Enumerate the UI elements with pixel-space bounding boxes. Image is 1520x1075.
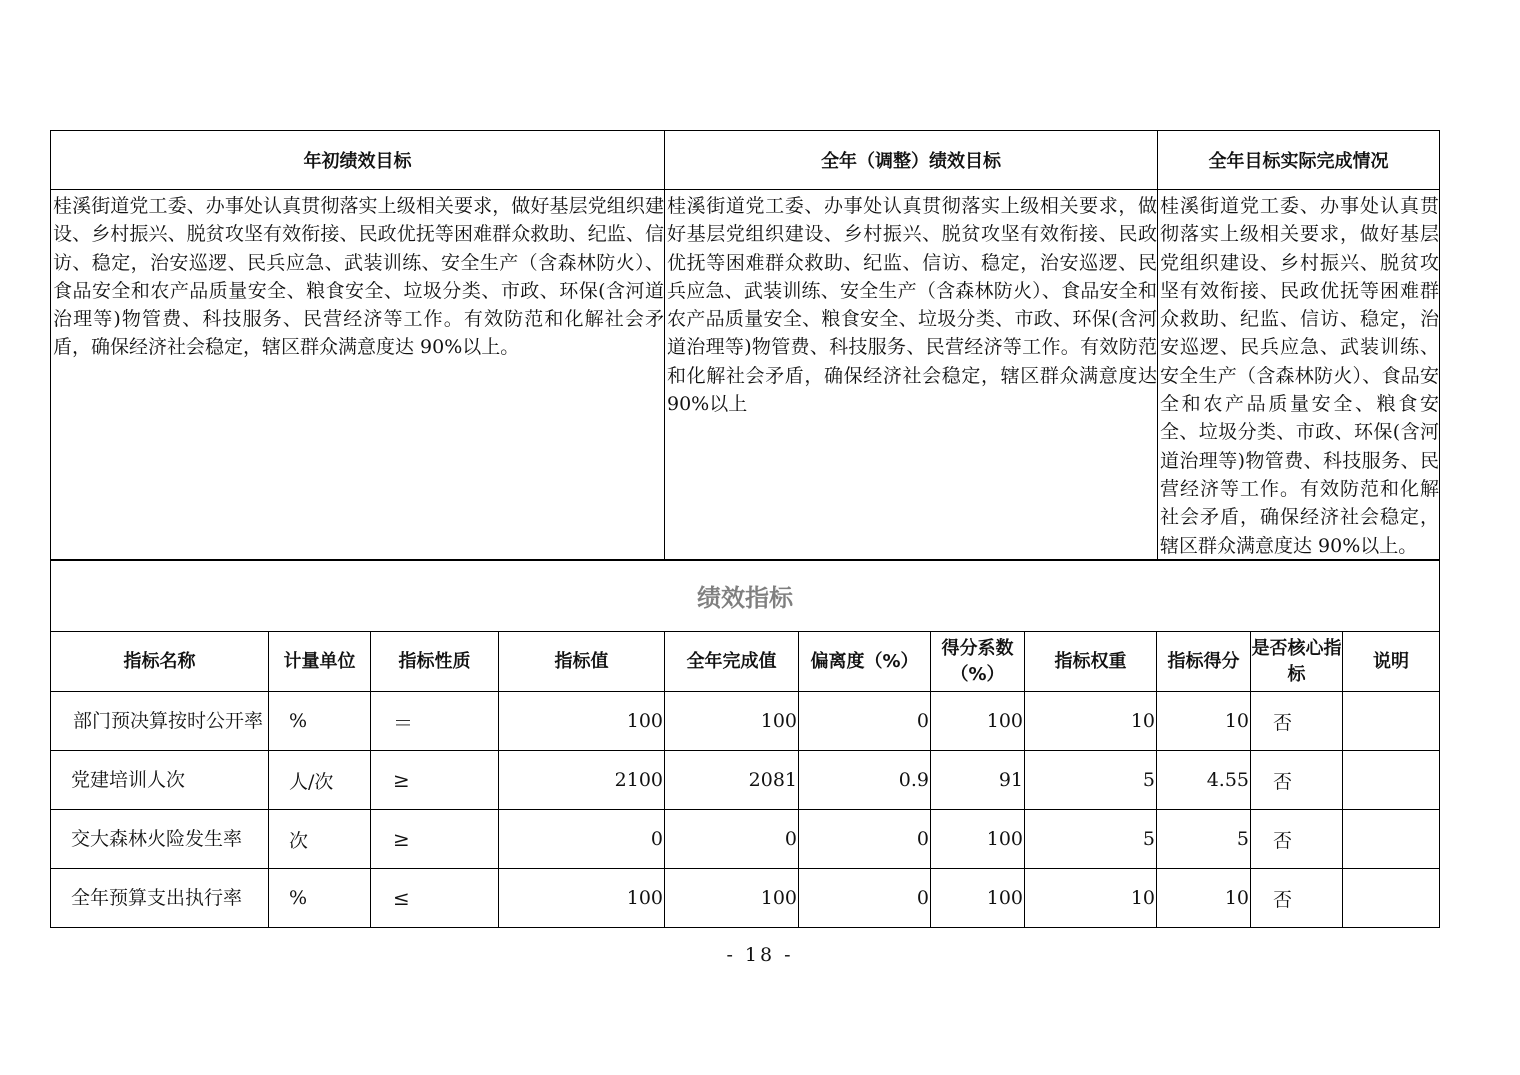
section-title: 绩效指标	[51, 560, 1440, 632]
indicator-target: 2100	[499, 751, 665, 810]
indicator-core: 否	[1251, 751, 1343, 810]
indicator-nature: ≤	[371, 869, 499, 928]
indicators-table	[50, 559, 1440, 928]
col-header-score: 指标得分	[1157, 632, 1251, 692]
indicator-name: 部门预决算按时公开率	[51, 692, 269, 751]
header-actual-completion: 全年目标实际完成情况	[1158, 131, 1440, 190]
goals-header-row	[51, 131, 1440, 190]
header-adjusted-goal: 全年（调整）绩效目标	[665, 131, 1158, 190]
col-header-unit: 计量单位	[269, 632, 371, 692]
header-initial-goal: 年初绩效目标	[51, 131, 665, 190]
table-row	[51, 751, 1440, 810]
indicator-target: 100	[499, 869, 665, 928]
indicator-deviation: 0	[799, 692, 931, 751]
col-header-note: 说明	[1343, 632, 1440, 692]
col-header-deviation: 偏离度（%）	[799, 632, 931, 692]
indicator-name: 交大森林火险发生率	[51, 810, 269, 869]
page-number: - 18 -	[726, 944, 794, 966]
col-header-nature: 指标性质	[371, 632, 499, 692]
indicator-note	[1343, 751, 1440, 810]
adjusted-goal-text: 桂溪街道党工委、办事处认真贯彻落实上级相关要求，做好基层党组织建设、乡村振兴、脱贫攻坚有效衔接、民政优抚等困难群众救助、纪监、信访、稳定，治安巡逻、民兵应急、武装训练、安全生产（含森林防火）、食品安全和农产品质量安全、粮食安全、垃圾分类、市政、环保(含河道治理等)物管费、科技服务、民营经济等工作。有效防范和化解社会矛盾，确保经济社会稳定，辖区群众满意度达 90%以上	[665, 190, 1158, 561]
indicator-nature: ≥	[371, 810, 499, 869]
indicator-nature: ＝	[371, 692, 499, 751]
col-header-completed: 全年完成值	[665, 632, 799, 692]
actual-completion-text: 桂溪街道党工委、办事处认真贯彻落实上级相关要求，做好基层党组织建设、乡村振兴、脱贫攻坚有效衔接、民政优抚等困难群众救助、纪监、信访、稳定，治安巡逻、民兵应急、武装训练、安全生产（含森林防火）、食品安全和农产品质量安全、粮食安全、垃圾分类、市政、环保(含河道治理等)物管费、科技服务、民营经济等工作。有效防范和化解社会矛盾，确保经济社会稳定，辖区群众满意度达 90%以上。	[1158, 190, 1440, 561]
indicator-nature: ≥	[371, 751, 499, 810]
indicator-core: 否	[1251, 810, 1343, 869]
col-header-coefficient: 得分系数（%）	[931, 632, 1025, 692]
indicator-coefficient: 100	[931, 692, 1025, 751]
indicator-unit: %	[269, 692, 371, 751]
indicator-note	[1343, 810, 1440, 869]
col-header-name: 指标名称	[51, 632, 269, 692]
goals-content-row	[51, 190, 1440, 561]
indicator-weight: 10	[1025, 692, 1157, 751]
indicator-deviation: 0.9	[799, 751, 931, 810]
indicator-unit: %	[269, 869, 371, 928]
initial-goal-text: 桂溪街道党工委、办事处认真贯彻落实上级相关要求，做好基层党组织建设、乡村振兴、脱贫攻坚有效衔接、民政优抚等困难群众救助、纪监、信访、稳定，治安巡逻、民兵应急、武装训练、安全生产（含森林防火）、食品安全和农产品质量安全、粮食安全、垃圾分类、市政、环保(含河道治理等)物管费、科技服务、民营经济等工作。有效防范和化解社会矛盾，确保经济社会稳定，辖区群众满意度达 90%以上。	[51, 190, 665, 561]
indicator-completed: 2081	[665, 751, 799, 810]
indicator-unit: 次	[269, 810, 371, 869]
indicator-coefficient: 91	[931, 751, 1025, 810]
indicator-score: 4.55	[1157, 751, 1251, 810]
table-row	[51, 810, 1440, 869]
indicator-deviation: 0	[799, 810, 931, 869]
table-row	[51, 692, 1440, 751]
indicator-score: 10	[1157, 692, 1251, 751]
indicator-coefficient: 100	[931, 869, 1025, 928]
indicator-unit: 人/次	[269, 751, 371, 810]
indicator-weight: 5	[1025, 810, 1157, 869]
col-header-core: 是否核心指标	[1251, 632, 1343, 692]
indicator-score: 5	[1157, 810, 1251, 869]
indicator-note	[1343, 869, 1440, 928]
indicator-core: 否	[1251, 692, 1343, 751]
indicators-header-row	[51, 632, 1440, 692]
indicator-weight: 5	[1025, 751, 1157, 810]
indicator-completed: 100	[665, 692, 799, 751]
indicator-target: 0	[499, 810, 665, 869]
indicator-note	[1343, 692, 1440, 751]
table-row	[51, 869, 1440, 928]
indicator-coefficient: 100	[931, 810, 1025, 869]
col-header-weight: 指标权重	[1025, 632, 1157, 692]
indicator-completed: 0	[665, 810, 799, 869]
indicator-target: 100	[499, 692, 665, 751]
goals-table	[50, 130, 1440, 561]
col-header-target: 指标值	[499, 632, 665, 692]
indicator-name: 党建培训人次	[51, 751, 269, 810]
indicator-name: 全年预算支出执行率	[51, 869, 269, 928]
indicator-score: 10	[1157, 869, 1251, 928]
indicator-completed: 100	[665, 869, 799, 928]
indicator-deviation: 0	[799, 869, 931, 928]
indicator-weight: 10	[1025, 869, 1157, 928]
indicator-core: 否	[1251, 869, 1343, 928]
